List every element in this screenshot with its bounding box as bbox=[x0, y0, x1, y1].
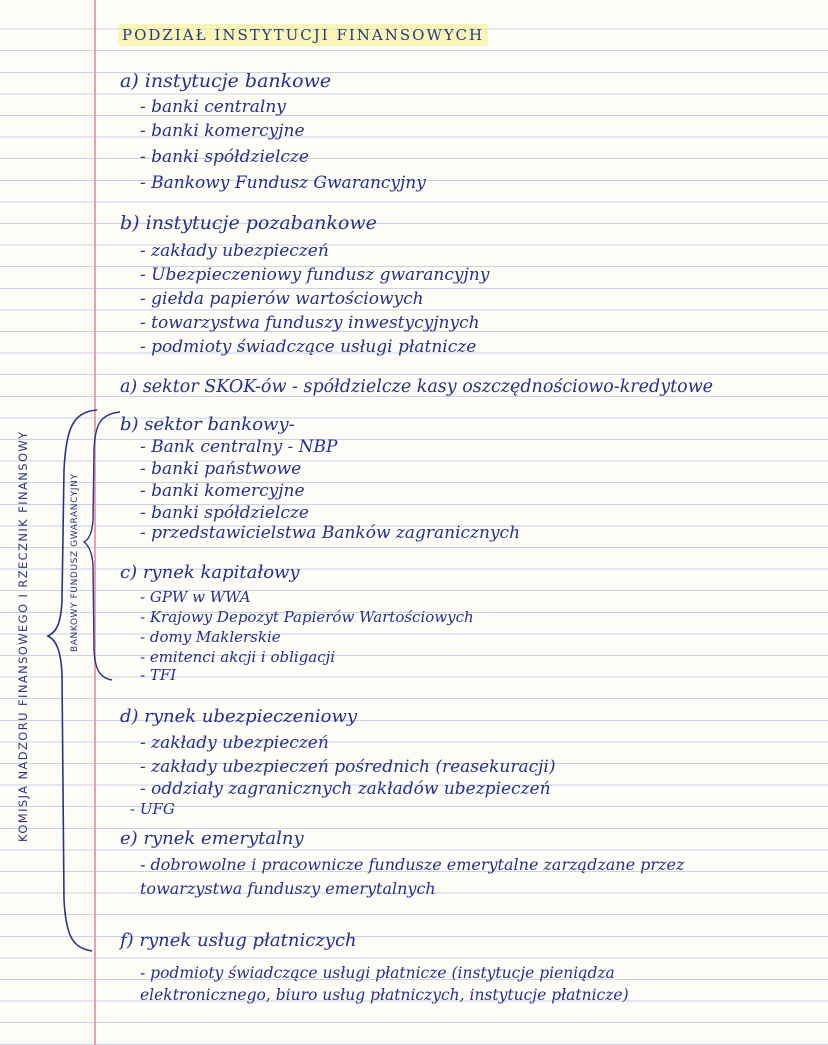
list-item: - Bank centralny - NBP bbox=[140, 437, 338, 457]
heading-payment-market: f) rynek usług płatniczych bbox=[120, 930, 357, 951]
list-item: - banki państwowe bbox=[140, 459, 302, 479]
list-item: - dobrowolne i pracownicze fundusze emerytalne zarządzane przez bbox=[140, 855, 685, 874]
list-item: - Krajowy Depozyt Papierów Wartościowych bbox=[140, 608, 474, 626]
list-item: - UFG bbox=[130, 800, 175, 818]
list-item: - banki komercyjne bbox=[140, 121, 305, 141]
list-item: - Ubezpieczeniowy fundusz gwarancyjny bbox=[140, 265, 490, 285]
list-item: elektronicznego, biuro usług płatniczych, instytucje płatnicze) bbox=[140, 986, 629, 1004]
heading-insurance-market: d) rynek ubezpieczeniowy bbox=[120, 706, 358, 727]
list-item: - TFI bbox=[140, 666, 177, 684]
list-item: - oddziały zagranicznych zakładów ubezpieczeń bbox=[140, 779, 551, 799]
list-item: - podmioty świadczące usługi płatnicze (instytucje pieniądza bbox=[140, 964, 615, 982]
list-item: - zakłady ubezpieczeń bbox=[140, 241, 329, 261]
list-item: - banki spółdzielcze bbox=[140, 147, 309, 167]
list-item: - zakłady ubezpieczeń pośrednich (reasekuracji) bbox=[140, 757, 556, 777]
heading-a-bank: a) instytucje bankowe bbox=[120, 70, 332, 92]
list-item: towarzystwa funduszy emerytalnych bbox=[140, 879, 436, 898]
list-item: - towarzystwa funduszy inwestycyjnych bbox=[140, 313, 480, 333]
heading-bank-sector: b) sektor bankowy- bbox=[120, 414, 295, 435]
list-item: - banki spółdzielcze bbox=[140, 503, 309, 523]
list-item: - GPW w WWA bbox=[140, 588, 251, 606]
list-item: - banki centralny bbox=[140, 97, 286, 117]
vertical-label-bfg: BANKOWY FUNDUSZ GWARANCYJNY bbox=[70, 473, 80, 652]
heading-b-nonbank: b) instytucje pozabankowe bbox=[120, 212, 377, 234]
heading-capital-market: c) rynek kapitałowy bbox=[120, 562, 300, 583]
list-item: - giełda papierów wartościowych bbox=[140, 289, 424, 309]
list-item: - domy Maklerskie bbox=[140, 628, 281, 646]
list-item: - przedstawicielstwa Banków zagranicznych bbox=[140, 523, 521, 543]
heading-skok: a) sektor SKOK-ów - spółdzielcze kasy oszczędnościowo-kredytowe bbox=[120, 377, 714, 397]
list-item: - Bankowy Fundusz Gwarancyjny bbox=[140, 173, 426, 193]
list-item: - zakłady ubezpieczeń bbox=[140, 733, 329, 753]
bfg-brace bbox=[84, 412, 120, 680]
vertical-label-knf: KOMISJA NADZORU FINANSOWEGO I RZECZNIK FINANSOWY bbox=[16, 430, 30, 842]
list-item: - emitenci akcji i obligacji bbox=[140, 648, 336, 666]
page-title: PODZIAŁ INSTYTUCJI FINANSOWYCH bbox=[118, 24, 488, 46]
list-item: - banki komercyjne bbox=[140, 481, 305, 501]
list-item: - podmioty świadczące usługi płatnicze bbox=[140, 337, 477, 357]
heading-pension-market: e) rynek emerytalny bbox=[120, 828, 304, 849]
